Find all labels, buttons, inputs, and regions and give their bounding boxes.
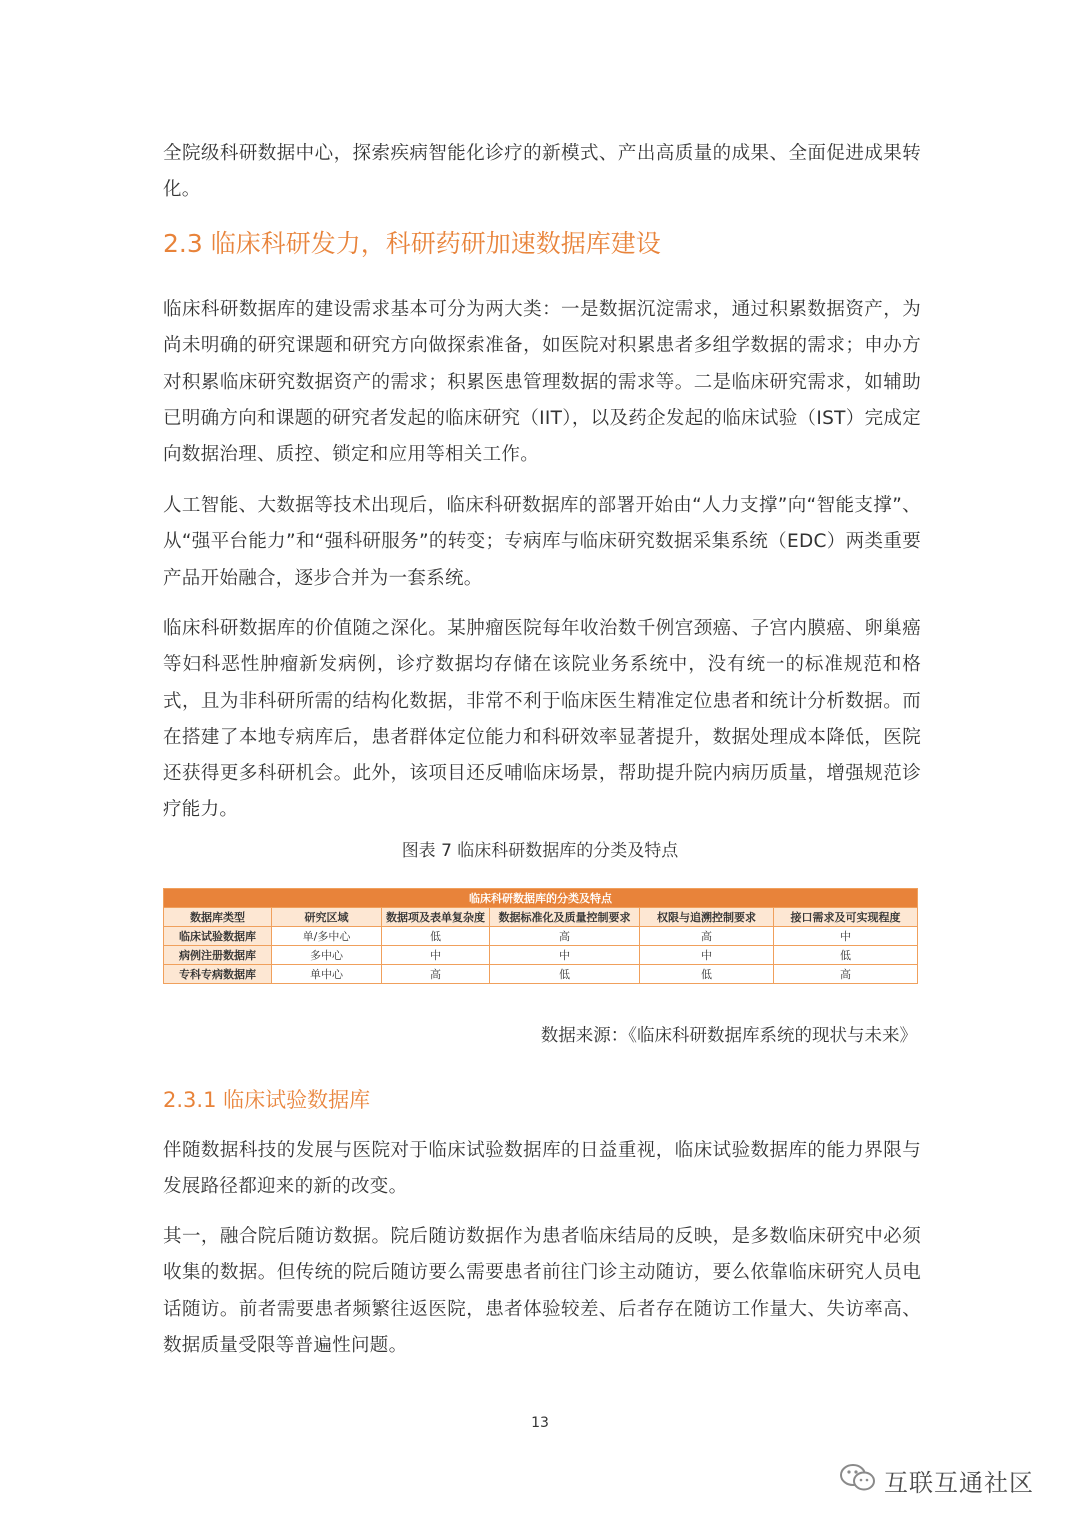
paragraph-ai-transition: 人工智能、大数据等技术出现后，临床科研数据库的部署开始由“人力支撑”向“智能支撑”、从“强平台能力”和“强科研服务”的转变；专病库与临床研究数据采集系统（EDC）两类重要产品开始融合，逐步合并为一套系统。 bbox=[163, 495, 921, 589]
table-cell: 高 bbox=[382, 965, 490, 984]
table-row bbox=[164, 965, 918, 984]
paragraph-value-deepening: 临床科研数据库的价值随之深化。某肿瘤医院每年收治数千例宫颈癌、子宫内膜癌、卵巢癌等妇科恶性肿瘤新发病例，诊疗数据均存储在该院业务系统中，没有统一的标准规范和格式，且为非科研所需的结构化数据，非常不利于临床医生精准定位患者和统计分析数据。而在搭建了本地专病库后，患者群体定位能力和科研效率显著提升，数据处理成本降低，医院还获得更多科研机会。此外，该项目还反哺临床场景，帮助提升院内病历质量，增强规范诊疗能力。 bbox=[163, 618, 921, 821]
table-cell: 高 bbox=[640, 927, 774, 946]
section-heading-2-3-1: 2.3.1 临床试验数据库 bbox=[163, 1088, 371, 1112]
column-header-permission-trace: 权限与追溯控制要求 bbox=[640, 908, 774, 927]
watermark bbox=[838, 1462, 1034, 1498]
table-row bbox=[164, 927, 918, 946]
table-cell: 高 bbox=[490, 927, 640, 946]
column-header-form-complexity: 数据项及表单复杂度 bbox=[382, 908, 490, 927]
page-number: 13 bbox=[531, 1415, 549, 1431]
table-row bbox=[164, 946, 918, 965]
paragraph-followup-data: 其一，融合院后随访数据。院后随访数据作为患者临床结局的反映，是多数临床研究中必须收集的数据。但传统的院后随访要么需要患者前往门诊主动随访，要么依靠临床研究人员电话随访。前者需要患者频繁往返医院，患者体验较差、后者存在随访工作量大、失访率高、数据质量受限等普遍性问题。 bbox=[163, 1226, 921, 1356]
table-cell: 单/多中心 bbox=[272, 927, 382, 946]
table-cell: 中 bbox=[640, 946, 774, 965]
paragraph-trial-db-development: 伴随数据科技的发展与医院对于临床试验数据库的日益重视，临床试验数据库的能力界限与发展路径都迎来的新的改变。 bbox=[163, 1140, 921, 1198]
table-cell: 低 bbox=[490, 965, 640, 984]
paragraph-intro-continued: 全院级科研数据中心，探索疾病智能化诊疗的新模式、产出高质量的成果、全面促进成果转化。 bbox=[163, 143, 921, 201]
column-header-quality-control: 数据标准化及质量控制要求 bbox=[490, 908, 640, 927]
figure-caption: 图表 7 临床科研数据库的分类及特点 bbox=[401, 841, 679, 861]
data-source-note: 数据来源：《临床科研数据库系统的现状与未来》 bbox=[540, 1026, 917, 1046]
table-cell: 高 bbox=[774, 965, 918, 984]
table-cell: 中 bbox=[382, 946, 490, 965]
watermark-text: 互联互通社区 bbox=[884, 1468, 1034, 1497]
column-header-db-type: 数据库类型 bbox=[164, 908, 272, 927]
table-cell: 低 bbox=[640, 965, 774, 984]
table-cell: 专科专病数据库 bbox=[164, 965, 272, 984]
table-cell: 单中心 bbox=[272, 965, 382, 984]
table-cell: 中 bbox=[490, 946, 640, 965]
table-cell: 病例注册数据库 bbox=[164, 946, 272, 965]
table-cell: 多中心 bbox=[272, 946, 382, 965]
database-classification-table bbox=[163, 888, 918, 984]
paragraph-database-needs: 临床科研数据库的建设需求基本可分为两大类：一是数据沉淀需求，通过积累数据资产，为尚未明确的研究课题和研究方向做探索准备，如医院对积累患者多组学数据的需求；申办方对积累临床研究数据资产的需求；积累医患管理数据的需求等。二是临床研究需求，如辅助已明确方向和课题的研究者发起的临床研究（IIT），以及药企发起的临床试验（IST）完成定向数据治理、质控、锁定和应用等相关工作。 bbox=[163, 299, 921, 466]
column-header-research-area: 研究区域 bbox=[272, 908, 382, 927]
table-cell: 低 bbox=[774, 946, 918, 965]
section-heading-2-3: 2.3 临床科研发力，科研药研加速数据库建设 bbox=[163, 229, 661, 258]
table-title: 临床科研数据库的分类及特点 bbox=[164, 889, 918, 908]
table-cell: 临床试验数据库 bbox=[164, 927, 272, 946]
table-cell: 中 bbox=[774, 927, 918, 946]
column-header-interface: 接口需求及可实现程度 bbox=[774, 908, 918, 927]
table-cell: 低 bbox=[382, 927, 490, 946]
wechat-icon bbox=[838, 1461, 878, 1499]
